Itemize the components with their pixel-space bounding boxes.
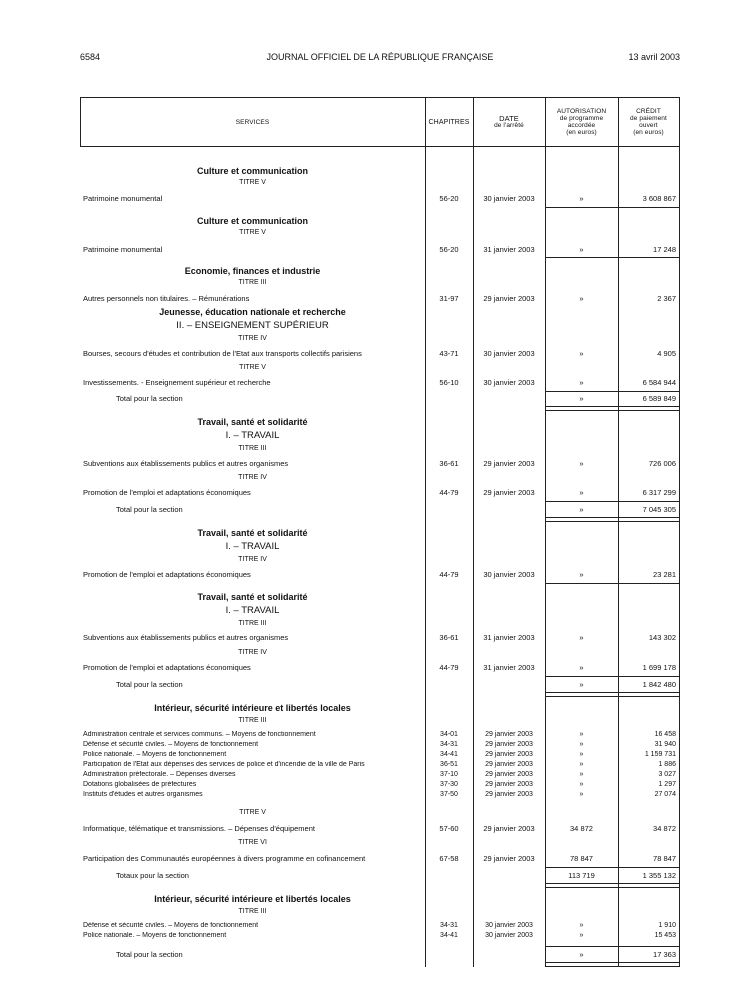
row-label: Défense et sécurité civiles. – Moyens de fonctionnement: [83, 741, 259, 748]
total-label: Total pour la section: [116, 505, 183, 514]
table-row: [80, 245, 680, 255]
row-chapitre: 44-79: [439, 570, 459, 579]
page-number: 6584: [80, 52, 101, 62]
row-credit: 2 367: [657, 294, 676, 303]
ministry-heading: Culture et communication: [196, 166, 308, 176]
ministry-heading: Travail, santé et solidarité: [197, 528, 308, 538]
row-label: Patrimoine monumental: [83, 194, 163, 203]
row-autorisation: »: [579, 771, 584, 778]
row-chapitre: 34-31: [440, 741, 458, 748]
col-header-chapitres: [425, 101, 473, 143]
table-row: [80, 349, 680, 359]
row-autorisation: »: [579, 731, 584, 738]
total-label: Total pour la section: [116, 394, 183, 403]
table-row: [80, 294, 680, 304]
titre-heading: TITRE IV: [238, 649, 267, 656]
total-autorisation: »: [579, 505, 584, 514]
row-label: Administration centrale et services communs. – Moyens de fonctionnement: [83, 731, 316, 738]
table-row: [80, 741, 680, 750]
row-credit: 1 159 731: [644, 751, 676, 758]
row-autorisation: »: [579, 194, 584, 203]
row-credit: 34 872: [653, 824, 676, 833]
row-label: Subventions aux établissements publics et autres organismes: [83, 459, 289, 468]
row-date: 30 janvier 2003: [485, 932, 533, 939]
row-autorisation: »: [579, 570, 584, 579]
titre-heading: TITRE V: [239, 364, 266, 371]
row-chapitre: 56-20: [439, 194, 459, 203]
total-credit: 1 842 480: [642, 680, 676, 689]
table-row: [80, 824, 680, 834]
row-date: 30 janvier 2003: [483, 378, 535, 387]
row-autorisation: »: [579, 932, 584, 939]
total-row: [80, 680, 680, 690]
row-credit: 3 027: [658, 771, 676, 778]
row-date: 30 janvier 2003: [483, 194, 535, 203]
row-credit: 15 453: [654, 932, 676, 939]
sub-heading: I. – TRAVAIL: [225, 605, 280, 616]
total-separator: [545, 676, 679, 677]
titre-heading: TITRE V: [239, 809, 266, 816]
table-row: [80, 633, 680, 643]
row-label: Promotion de l'emploi et adaptations économiques: [83, 488, 251, 497]
services-label: SERVICES: [235, 118, 270, 126]
titre-heading: TITRE III: [238, 620, 267, 627]
issue-date: 13 avril 2003: [628, 52, 680, 62]
titre-heading: TITRE IV: [238, 474, 267, 481]
total-row: [80, 871, 680, 881]
total-double-rule: [545, 406, 679, 411]
row-chapitre: 34-41: [440, 932, 458, 939]
total-autorisation: 113 719: [568, 871, 595, 880]
ministry-heading: Culture et communication: [196, 216, 308, 226]
row-autorisation: »: [579, 781, 584, 788]
row-label: Investissements. - Enseignement supérieur et recherche: [83, 378, 271, 387]
row-label: Bourses, secours d'études et contribution de l'Etat aux transports collectifs parisiens: [83, 349, 362, 358]
ministry-heading: Travail, santé et solidarité: [197, 592, 308, 602]
table-row: [80, 459, 680, 469]
row-chapitre: 37-50: [440, 791, 458, 798]
row-chapitre: 44-79: [439, 663, 459, 672]
total-double-rule: [545, 883, 679, 888]
titre-heading: TITRE III: [238, 445, 267, 452]
row-credit: 17 248: [653, 245, 676, 254]
col-header-date: [473, 101, 545, 143]
row-date: 29 janvier 2003: [485, 781, 533, 788]
row-label: Défense et sécurité civiles. – Moyens de fonctionnement: [83, 922, 259, 929]
block-separator: [545, 257, 679, 258]
total-credit: 7 045 305: [642, 505, 676, 514]
row-date: 29 janvier 2003: [485, 741, 533, 748]
chapitres-label: CHAPITRES: [428, 118, 470, 126]
row-label: Promotion de l'emploi et adaptations économiques: [83, 663, 251, 672]
titre-heading: TITRE IV: [238, 335, 267, 342]
table-row: [80, 922, 680, 931]
titre-heading: TITRE III: [238, 717, 267, 724]
table-top-border: [80, 97, 680, 98]
row-chapitre: 36-61: [439, 633, 459, 642]
row-chapitre: 34-31: [440, 922, 458, 929]
row-label: Administration préfectorale. – Dépenses diverses: [83, 771, 236, 778]
ministry-heading: Jeunesse, éducation nationale et recherche: [159, 307, 346, 317]
row-chapitre: 34-41: [440, 751, 458, 758]
row-date: 31 janvier 2003: [483, 663, 535, 672]
cred-label-2: de paiement: [630, 115, 667, 122]
row-autorisation: »: [579, 633, 584, 642]
row-autorisation: »: [579, 663, 584, 672]
row-credit: 4 905: [657, 349, 676, 358]
row-label: Patrimoine monumental: [83, 245, 163, 254]
col-divider-date: [473, 97, 474, 967]
row-credit: 27 074: [654, 791, 676, 798]
table-row: [80, 781, 680, 790]
row-autorisation: »: [579, 922, 584, 929]
row-autorisation: 34 872: [570, 824, 593, 833]
row-date: 29 janvier 2003: [485, 791, 533, 798]
row-chapitre: 44-79: [439, 488, 459, 497]
auth-label-4: (en euros): [566, 129, 597, 136]
date-label-2: de l'arrêté: [494, 122, 524, 129]
block-separator: [545, 583, 679, 584]
sub-heading: I. – TRAVAIL: [225, 430, 280, 441]
ministry-heading: Intérieur, sécurité intérieure et libertés locales: [154, 894, 351, 904]
row-chapitre: 34-01: [440, 731, 458, 738]
row-date: 29 janvier 2003: [483, 824, 535, 833]
row-chapitre: 57-60: [439, 824, 459, 833]
table-row: [80, 932, 680, 941]
titre-heading: TITRE III: [238, 908, 267, 915]
row-chapitre: 37-10: [440, 771, 458, 778]
total-credit: 1 355 132: [642, 871, 676, 880]
row-credit: 3 608 867: [642, 194, 676, 203]
row-credit: 16 458: [654, 731, 676, 738]
cred-label-1: CRÉDIT: [636, 108, 661, 115]
total-row: [80, 505, 680, 515]
row-autorisation: »: [579, 459, 584, 468]
credits-table: [80, 97, 680, 967]
table-row: [80, 771, 680, 780]
table-row: [80, 663, 680, 673]
row-chapitre: 56-10: [439, 378, 459, 387]
total-label: Total pour la section: [116, 950, 183, 959]
ministry-heading: Intérieur, sécurité intérieure et libertés locales: [154, 703, 351, 713]
row-label: Participation de l'Etat aux dépenses des services de police et d'incendie de la ville de Paris: [83, 761, 365, 768]
row-label: Informatique, télématique et transmissions. – Dépenses d'équipement: [83, 824, 315, 833]
col-header-credit: [618, 101, 679, 143]
row-date: 30 janvier 2003: [483, 349, 535, 358]
row-credit: 726 006: [648, 459, 676, 468]
page-header: [80, 52, 680, 66]
titre-heading: TITRE VI: [238, 839, 267, 846]
journal-title: JOURNAL OFFICIEL DE LA RÉPUBLIQUE FRANÇAISE: [266, 52, 494, 62]
row-date: 30 janvier 2003: [485, 922, 533, 929]
row-date: 29 janvier 2003: [483, 488, 535, 497]
row-credit: 78 847: [653, 854, 676, 863]
row-chapitre: 31-97: [439, 294, 459, 303]
total-separator: [545, 946, 679, 947]
row-chapitre: 56-20: [439, 245, 459, 254]
total-double-rule: [545, 692, 679, 697]
total-double-rule: [545, 517, 679, 522]
table-row: [80, 854, 680, 864]
row-autorisation: »: [579, 488, 584, 497]
header-bottom-border: [80, 146, 680, 147]
row-credit: 31 940: [654, 741, 676, 748]
table-row: [80, 791, 680, 800]
row-credit: 6 584 944: [642, 378, 676, 387]
total-credit: 17 363: [653, 950, 676, 959]
total-autorisation: »: [579, 950, 584, 959]
cred-label-4: (en euros): [633, 129, 664, 136]
sub-heading: I. – TRAVAIL: [225, 541, 280, 552]
col-header-services: [80, 101, 425, 143]
cred-label-3: ouvert: [639, 122, 658, 129]
row-chapitre: 43-71: [439, 349, 459, 358]
total-autorisation: »: [579, 680, 584, 689]
total-row: [80, 950, 680, 960]
row-chapitre: 36-61: [439, 459, 459, 468]
table-row: [80, 378, 680, 388]
col-divider-credit: [618, 97, 619, 967]
row-autorisation: »: [579, 741, 584, 748]
row-autorisation: »: [579, 245, 584, 254]
row-autorisation: »: [579, 349, 584, 358]
sub-heading: II. – ENSEIGNEMENT SUPÉRIEUR: [176, 320, 329, 331]
row-credit: 1 297: [658, 781, 676, 788]
row-autorisation: »: [579, 294, 584, 303]
row-date: 30 janvier 2003: [483, 570, 535, 579]
row-chapitre: 37-30: [440, 781, 458, 788]
row-credit: 1 699 178: [642, 663, 676, 672]
row-label: Police nationale. – Moyens de fonctionnement: [83, 751, 227, 758]
row-autorisation: »: [579, 751, 584, 758]
table-row: [80, 731, 680, 740]
row-chapitre: 67-58: [439, 854, 459, 863]
row-credit: 1 910: [658, 922, 676, 929]
row-date: 29 janvier 2003: [485, 731, 533, 738]
table-row: [80, 570, 680, 580]
total-separator: [545, 391, 679, 392]
row-label: Subventions aux établissements publics et autres organismes: [83, 633, 289, 642]
row-date: 31 janvier 2003: [483, 245, 535, 254]
row-autorisation: »: [579, 761, 584, 768]
date-label-1: DATE: [499, 114, 519, 123]
total-credit: 6 589 849: [642, 394, 676, 403]
table-row: [80, 751, 680, 760]
row-date: 29 janvier 2003: [483, 294, 535, 303]
total-separator: [545, 501, 679, 502]
table-row: [80, 488, 680, 498]
total-label: Total pour la section: [116, 680, 183, 689]
total-autorisation: »: [579, 394, 584, 403]
col-header-autorisation: [545, 101, 618, 143]
titre-heading: TITRE III: [238, 279, 267, 286]
total-double-rule: [545, 962, 679, 967]
row-credit: 143 302: [648, 633, 676, 642]
row-autorisation: »: [579, 791, 584, 798]
titre-heading: TITRE V: [239, 229, 266, 236]
row-label: Dotations globalisées de préfectures: [83, 781, 197, 788]
row-chapitre: 36-51: [440, 761, 458, 768]
block-separator: [545, 207, 679, 208]
total-separator: [545, 867, 679, 868]
row-credit: 23 281: [653, 570, 676, 579]
col-divider-auth: [545, 97, 546, 967]
auth-label-1: AUTORISATION: [556, 108, 607, 115]
row-label: Police nationale. – Moyens de fonctionnement: [83, 932, 227, 939]
ministry-heading: Travail, santé et solidarité: [197, 417, 308, 427]
titre-heading: TITRE V: [239, 179, 266, 186]
row-label: Promotion de l'emploi et adaptations économiques: [83, 570, 251, 579]
total-row: [80, 394, 680, 404]
ministry-heading: Economie, finances et industrie: [184, 266, 321, 276]
row-label: Autres personnels non titulaires. – Rémunérations: [83, 294, 250, 303]
row-date: 29 janvier 2003: [483, 854, 535, 863]
auth-label-2: de programme: [559, 115, 604, 122]
row-autorisation: 78 847: [570, 854, 593, 863]
row-date: 29 janvier 2003: [485, 761, 533, 768]
row-date: 29 janvier 2003: [485, 751, 533, 758]
titre-heading: TITRE IV: [238, 556, 267, 563]
row-label: Participation des Communautés européennes à divers programme en cofinancement: [83, 854, 366, 863]
row-date: 29 janvier 2003: [483, 459, 535, 468]
total-label: Totaux pour la section: [116, 871, 189, 880]
row-label: Instituts d'études et autres organismes: [83, 791, 203, 798]
right-border: [679, 97, 680, 967]
row-date: 29 janvier 2003: [485, 771, 533, 778]
table-row: [80, 761, 680, 770]
row-autorisation: »: [579, 378, 584, 387]
row-credit: 6 317 299: [642, 488, 676, 497]
row-credit: 1 886: [658, 761, 676, 768]
auth-label-3: accordée: [567, 122, 596, 129]
table-row: [80, 194, 680, 204]
row-date: 31 janvier 2003: [483, 633, 535, 642]
col-divider-chapitres: [425, 97, 426, 967]
